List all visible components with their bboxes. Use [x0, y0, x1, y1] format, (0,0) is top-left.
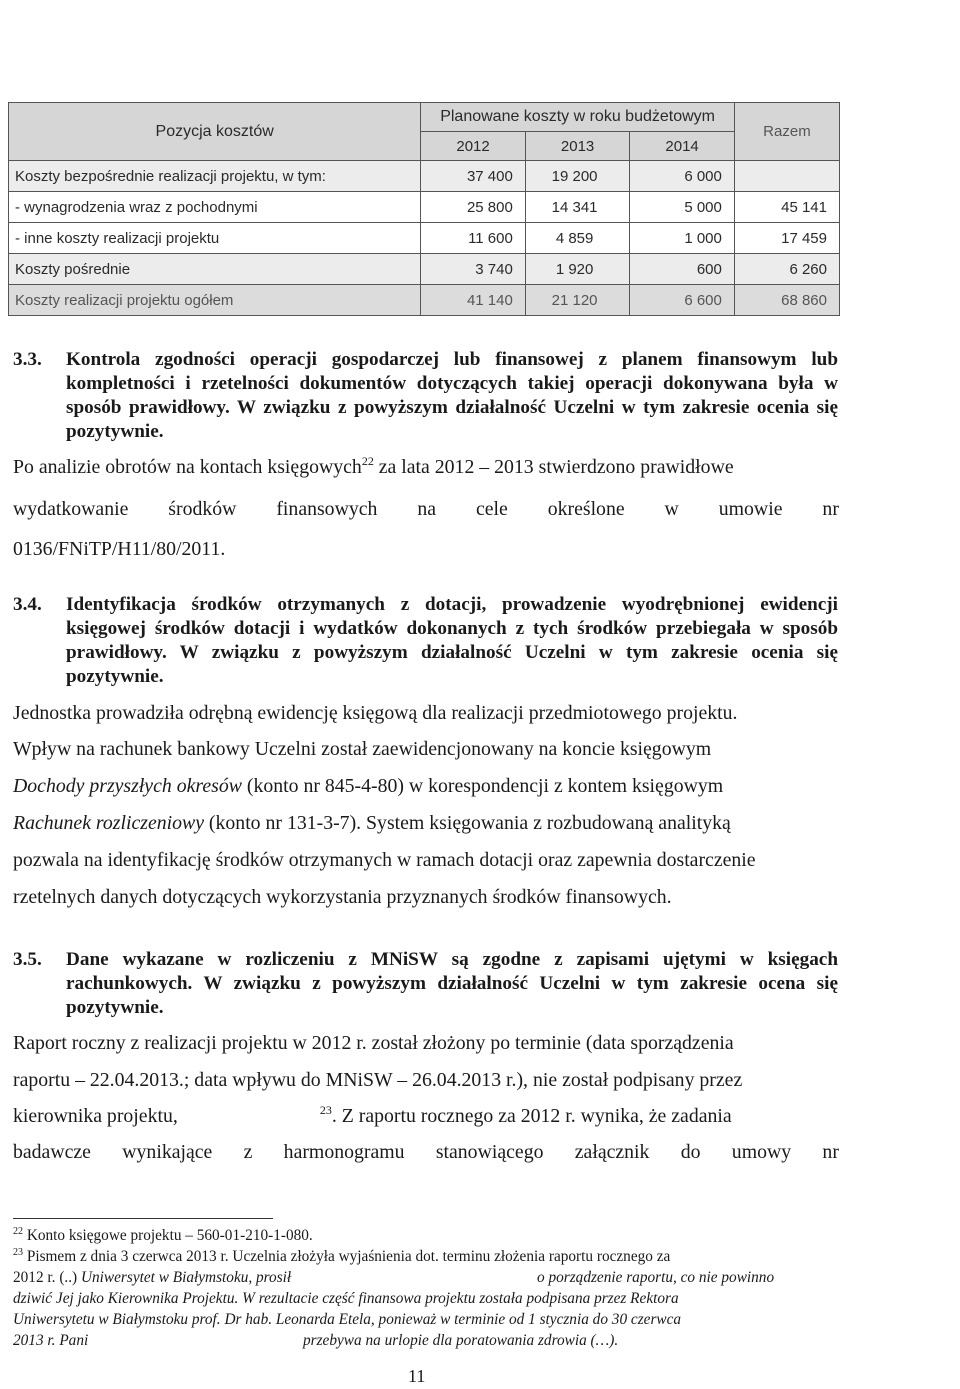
footnote-text: Uniwersytet w Białymstoku, prosił — [80, 1269, 292, 1286]
cell-total: 6 260 — [734, 254, 839, 285]
word: umowy — [731, 1141, 792, 1163]
section-3-3-heading — [13, 348, 838, 444]
word: nr — [822, 498, 839, 520]
text-run: . Z raportu rocznego za 2012 r. wynika, że zadania — [331, 1105, 732, 1127]
cell-2012: 3 740 — [421, 254, 526, 285]
body-line: raportu – 22.04.2013.; data wpływu do MNiSW – 26.04.2013 r.), nie został podpisany przez — [13, 1069, 743, 1091]
table-row — [9, 254, 840, 285]
word: do — [680, 1141, 701, 1163]
section-number: 3.4. — [13, 594, 42, 615]
footnote-line — [13, 1331, 619, 1350]
footnote-number: 22 — [13, 1226, 23, 1237]
word: określone — [547, 498, 625, 520]
row-label: - wynagrodzenia wraz z pochodnymi — [9, 192, 421, 223]
row-label: Koszty pośrednie — [9, 254, 421, 285]
text-run: (konto nr 131-3-7). System księgowania z rozbudowaną analityką — [203, 812, 731, 834]
text-run: kierownika projektu, — [13, 1105, 178, 1127]
cell-2012: 37 400 — [421, 161, 526, 192]
body-line: Wpływ na rachunek bankowy Uczelni został zaewidencjonowany na koncie księgowym — [13, 738, 712, 760]
section-heading-text: Dane wykazane w rozliczeniu z MNiSW są zgodne z zapisami ujętymi w księgach rachunkowych. W związku z powyższym działalność Uczelni w tym zakresie ocena się pozytywnie. — [66, 949, 838, 1018]
header-position: Pozycja kosztów — [9, 103, 421, 161]
table-row — [9, 223, 840, 254]
page-number: 11 — [408, 1366, 426, 1386]
cell-2013: 19 200 — [525, 161, 630, 192]
word: wydatkowanie — [13, 498, 129, 520]
word: finansowych — [276, 498, 378, 520]
account-name: Rachunek rozliczeniowy — [13, 812, 204, 834]
word: nr — [822, 1141, 839, 1163]
text-run: za lata 2012 – 2013 stwierdzono prawidłowe — [373, 456, 734, 478]
cell-2014: 6 000 — [630, 161, 735, 192]
text-run: (konto nr 845-4-80) w korespondencji z kontem księgowym — [241, 775, 724, 797]
cell-2012: 11 600 — [421, 223, 526, 254]
cell-2014: 1 000 — [630, 223, 735, 254]
section-3-5-heading — [13, 948, 838, 1020]
account-name: Dochody przyszłych okresów — [13, 775, 242, 797]
cell-2013: 21 120 — [525, 285, 630, 316]
text-run: Po analizie obrotów na kontach księgowych — [13, 456, 362, 478]
section-heading-text: Kontrola zgodności operacji gospodarczej lub finansowej z planem finansowym lub kompletności i rzetelności dokumentów dotyczących takiej operacji dokonywana była w sposób prawidłowy. W związku z powyższym działalność Uczelni w tym zakresie ocenia się pozytywnie. — [66, 349, 838, 442]
table-row — [9, 192, 840, 223]
word: harmonogramu — [283, 1141, 405, 1163]
body-line: rzetelnych danych dotyczących wykorzystania przyznanych środków finansowych. — [13, 886, 672, 908]
body-line — [13, 456, 734, 479]
word: umowie — [718, 498, 783, 520]
footnote-number: 23 — [13, 1247, 23, 1258]
body-line: Jednostka prowadziła odrębną ewidencję księgową dla realizacji przedmiotowego projektu. — [13, 702, 738, 724]
body-line — [13, 812, 731, 835]
section-number: 3.5. — [13, 949, 42, 970]
footnote-divider — [13, 1218, 273, 1219]
section-number: 3.3. — [13, 349, 42, 370]
word: wynikające — [122, 1141, 213, 1163]
cost-table — [8, 102, 840, 316]
cell-2013: 14 341 — [525, 192, 630, 223]
footnote-line — [13, 1268, 775, 1287]
cell-total: 17 459 — [734, 223, 839, 254]
cell-2012: 41 140 — [421, 285, 526, 316]
footnote-line: dziwić Jej jako Kierownika Projektu. W rezultacie część finansowa projektu została podpisana przez Rektora — [13, 1290, 679, 1307]
body-line — [13, 775, 723, 798]
header-year-2012: 2012 — [421, 132, 526, 161]
footnote-ref: 22 — [361, 454, 374, 468]
footnote-text: o porządzenie raportu, co nie powinno — [537, 1269, 775, 1286]
word: załącznik — [574, 1141, 650, 1163]
word: z — [243, 1141, 253, 1163]
section-3-4-heading — [13, 593, 838, 689]
word: stanowiącego — [435, 1141, 544, 1163]
row-label: Koszty realizacji projektu ogółem — [9, 285, 421, 316]
body-line: pozwala na identyfikację środków otrzymanych w ramach dotacji oraz zapewnia dostarczenie — [13, 849, 756, 871]
footnote-23 — [13, 1247, 670, 1266]
body-line: 0136/FNiTP/H11/80/2011. — [13, 538, 226, 560]
header-total: Razem — [734, 103, 839, 161]
cell-2014: 600 — [630, 254, 735, 285]
cell-2013: 4 859 — [525, 223, 630, 254]
cell-total: 68 860 — [734, 285, 839, 316]
cell-2014: 6 600 — [630, 285, 735, 316]
header-planned: Planowane koszty w roku budżetowym — [421, 103, 735, 132]
row-label: - inne koszty realizacji projektu — [9, 223, 421, 254]
table-row — [9, 285, 840, 316]
footnote-ref: 23 — [319, 1103, 332, 1117]
word: na — [417, 498, 437, 520]
header-year-2013: 2013 — [525, 132, 630, 161]
body-line — [13, 498, 839, 521]
word: badawcze — [13, 1141, 91, 1163]
word: w — [664, 498, 679, 520]
word: środków — [168, 498, 237, 520]
footnote-text: przebywa na urlopie dla poratowania zdrowia (…). — [303, 1332, 619, 1349]
row-label: Koszty bezpośrednie realizacji projektu, w tym: — [9, 161, 421, 192]
footnote-22 — [13, 1226, 313, 1245]
cell-total: 45 141 — [734, 192, 839, 223]
footnote-text: 2013 r. Pani — [13, 1332, 89, 1349]
cell-total — [734, 161, 839, 192]
table-row — [9, 161, 840, 192]
section-heading-text: Identyfikacja środków otrzymanych z dotacji, prowadzenie wyodrębnionej ewidencji księgowej środków dotacji i wydatków dokonanych z tych środków przebiegała w sposób prawidłowy. W związku z powyższym działalność Uczelni w tym zakresie ocenia się pozytywnie. — [66, 594, 838, 687]
body-line — [13, 1141, 839, 1164]
footnote-text: 2012 r. (..) — [13, 1269, 81, 1286]
footnote-text: Pismem z dnia 3 czerwca 2013 r. Uczelnia złożyła wyjaśnienia dot. terminu złożenia raportu rocznego za — [23, 1248, 671, 1265]
cell-2014: 5 000 — [630, 192, 735, 223]
footnote-line: Uniwersytetu w Białymstoku prof. Dr hab. Leonarda Etela, ponieważ w terminie od 1 stycznia do 30 czerwca — [13, 1311, 682, 1328]
cell-2012: 25 800 — [421, 192, 526, 223]
footnote-text: Konto księgowe projektu – 560-01-210-1-080. — [23, 1227, 313, 1244]
cell-2013: 1 920 — [525, 254, 630, 285]
body-line — [13, 1105, 732, 1128]
word: cele — [475, 498, 508, 520]
header-year-2014: 2014 — [630, 132, 735, 161]
body-line: Raport roczny z realizacji projektu w 2012 r. został złożony po terminie (data sporządzenia — [13, 1032, 734, 1054]
